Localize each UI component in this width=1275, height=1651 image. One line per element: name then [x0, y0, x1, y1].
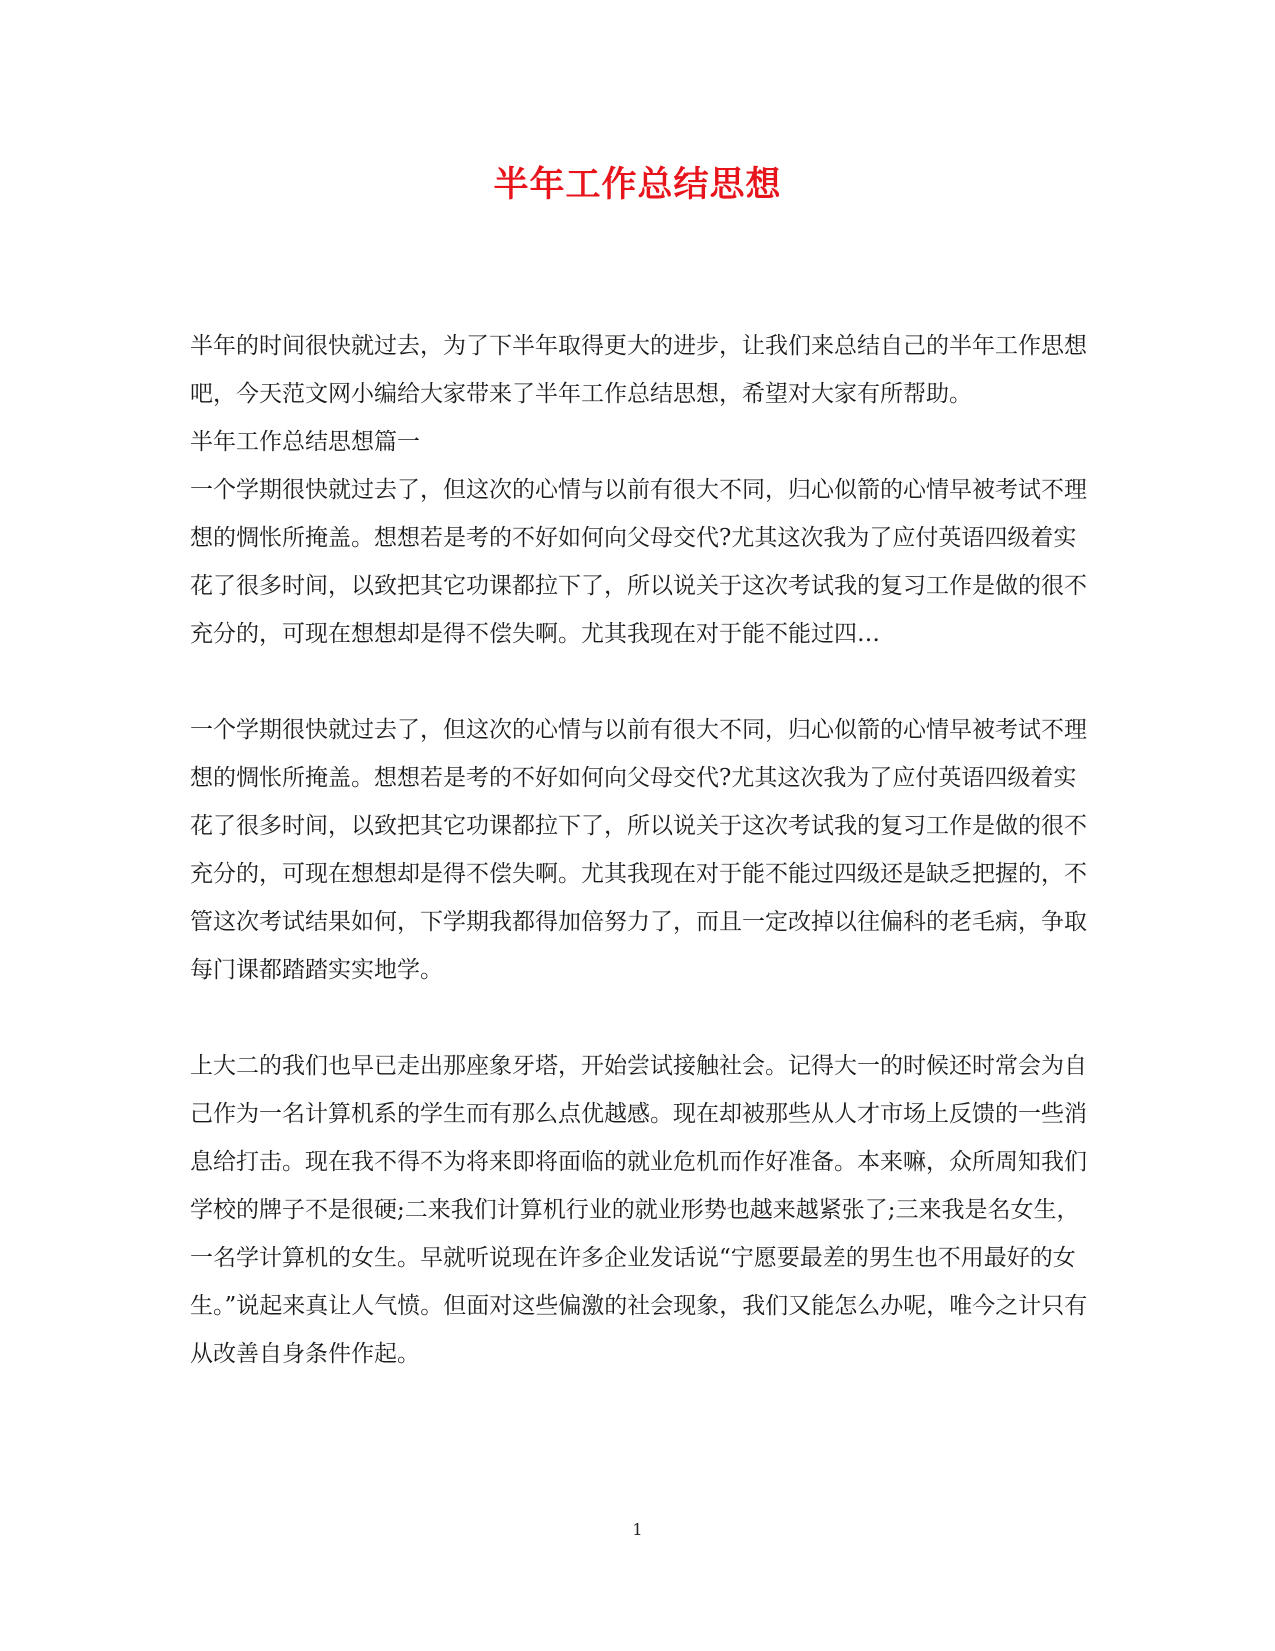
page-number: 1 [632, 1520, 643, 1539]
paragraph-spacer [190, 658, 1090, 706]
section-heading: 半年工作总结思想篇一 [190, 429, 420, 455]
document-body [190, 322, 1090, 1378]
body-paragraph-1: 一个学期很快就过去了，但这次的心情与以前有很大不同，归心似箭的心情早被考试不理想的惆怅所掩盖。想想若是考的不好如何向父母交代?尤其这次我为了应付英语四级着实花了很多时间，以致把其它功课都拉下了，所以说关于这次考试我的复习工作是做的很不充分的，可现在想想却是得不偿失啊。尤其我现在对于能不能过四级还是缺乏把握的，不管这次考试结果如何，下学期我都得加倍努力了，而且一定改掉以往偏科的老毛病，争取每门课都踏踏实实地学。 [190, 717, 1087, 983]
document-title: 半年工作总结思想 [493, 164, 782, 205]
summary-paragraph: 一个学期很快就过去了，但这次的心情与以前有很大不同，归心似箭的心情早被考试不理想的惆怅所掩盖。想想若是考的不好如何向父母交代?尤其这次我为了应付英语四级着实花了很多时间，以致把其它功课都拉下了，所以说关于这次考试我的复习工作是做的很不充分的，可现在想想却是得不偿失啊。尤其我现在对于能不能过四… [190, 477, 1087, 647]
intro-paragraph: 半年的时间很快就过去，为了下半年取得更大的进步，让我们来总结自己的半年工作思想吧，今天范文网小编给大家带来了半年工作总结思想，希望对大家有所帮助。 [190, 333, 1087, 407]
body-paragraph-2: 上大二的我们也早已走出那座象牙塔，开始尝试接触社会。记得大一的时候还时常会为自己作为一名计算机系的学生而有那么点优越感。现在却被那些从人才市场上反馈的一些消息给打击。现在我不得不为将来即将面临的就业危机而作好准备。本来嘛，众所周知我们学校的牌子不是很硬;二来我们计算机行业的就业形势也越来越紧张了;三来我是名女生，一名学计算机的女生。早就听说现在许多企业发话说“宁愿要最差的男生也不用最好的女生。”说起来真让人气愤。但面对这些偏激的社会现象，我们又能怎么办呢，唯今之计只有从改善自身条件作起。 [190, 1053, 1088, 1367]
paragraph-spacer [190, 994, 1090, 1042]
